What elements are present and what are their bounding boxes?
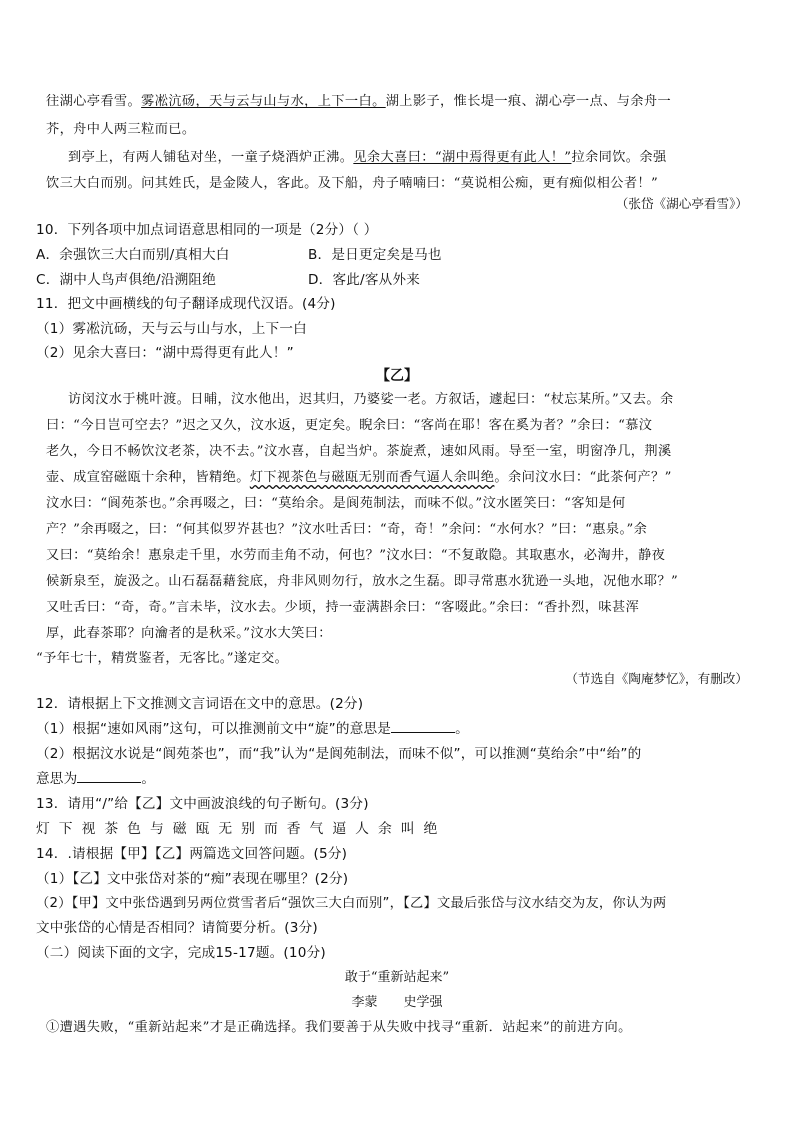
text-span: 往湖心亭看雪。 (46, 94, 142, 109)
q14-sub-2: （2）【甲】文中张岱遇到另两位赏雪者后“强饮三大白而别”，【乙】文最后张岱与汶水结交为友，你认为两 (36, 896, 667, 911)
article-title: 敢于“重新站起来” (344, 970, 450, 985)
text-span: 壶、成宣窑磁瓯十余种，皆精绝。 (46, 470, 250, 485)
jia-source: （张岱《湖心亭看雪》） (615, 196, 748, 211)
yi-line-11: “予年七十，精赏鉴者，无客比。”遂定交。 (36, 651, 289, 666)
yi-line-5: 汶水曰：“阆苑茶也。”余再啜之，曰：“莫绐余。是阆苑制法，而味不似。”汶水匿笑曰：“客知是何 (46, 496, 626, 511)
text-span: 。 (455, 721, 469, 737)
yi-line-4 (46, 466, 672, 485)
section2-stem: （二）阅读下面的文字，完成15-17题。(10分) (36, 945, 326, 961)
yi-line-9: 又吐舌曰：“奇，奇。”言未毕，汶水去。少顷，持一壶满斟余曰：“客啜此。”余曰：“香扑烈，味甚浑 (46, 600, 640, 615)
q13-sentence[interactable]: 灯下视茶色与磁瓯无别而香气逼人余叫绝 (36, 821, 447, 837)
yi-line-2: 曰：“今日岂可空去？”迟之又久，汶水返，更定矣。睨余曰：“客尚在耶！客在奚为者？”余曰：“慕汶 (46, 418, 653, 433)
answer-blank-2[interactable] (77, 770, 141, 783)
q11-stem: 11．把文中画横线的句子翻译成现代汉语。(4分) (36, 296, 336, 312)
jia-line-1 (46, 90, 671, 109)
q12-sub-1 (36, 717, 469, 737)
q10-stem: 10．下列各项中加点词语意思相同的一项是（2分）（ ） (36, 222, 378, 238)
yi-line-3: 老久，今日不畅饮汶老茶，决不去。”汶水喜，自起当炉。茶旋煮，速如风雨。导至一室，明窗净几，荆溪 (46, 444, 672, 459)
jia-line-4: 饮三大白而别。问其姓氏，是金陵人，客此。及下船，舟子喃喃曰：“莫说相公痴，更有痴似相公者！” (46, 176, 659, 191)
text-span: （1）根据“速如风雨”这句，可以推测前文中“旋”的意思是 (36, 721, 392, 737)
q10-option-b: B．是日更定矣是马也 (308, 247, 442, 263)
text-span: 到亭上，有两人铺毡对坐，一童子烧酒炉正沸。 (68, 150, 354, 165)
q10-option-a: A．余强饮三大白而别/真相大白 (36, 247, 230, 263)
q10-option-d: D．客此/客从外来 (308, 272, 421, 288)
text-span: 湖上影子，惟长堤一痕、湖心亭一点、与余舟一 (385, 94, 672, 109)
text-span: 。 (141, 771, 156, 787)
q14-sub-2-cont: 文中张岱的心情是否相同？请简要分析。(3分) (36, 920, 318, 936)
q12-stem: 12．请根据上下文推测文言词语在文中的意思。(2分) (36, 696, 364, 712)
yi-line-1: 访闵汶水于桃叶渡。日晡，汶水他出，迟其归，乃婆娑一老。方叙话，遽起曰：“杖忘某所。”又去。余 (68, 392, 674, 407)
yi-line-6: 产？”余再啜之，曰：“何其似罗岕甚也？”汶水吐舌曰：“奇，奇！”余问：“水何水？”曰：“惠泉。”余 (46, 522, 648, 537)
jia-line-3 (68, 146, 667, 165)
wavy-underlined-sentence: 灯下视茶色与磁瓯无别而香气逼人余叫绝 (249, 470, 495, 485)
q14-stem: 14．.请根据【甲】【乙】两篇选文回答问题。(5分) (36, 846, 348, 862)
q10-option-c: C．湖中人鸟声俱绝/沿溯阻绝 (36, 272, 216, 288)
answer-blank-1[interactable] (391, 720, 455, 733)
q13-stem: 13．请用“/”给【乙】文中画波浪线的句子断句。(3分) (36, 796, 369, 812)
q12-sub-2-cont (36, 767, 155, 787)
text-span: 。余问汶水曰：“此茶何产？” (494, 470, 672, 485)
article-paragraph-1: ①遭遇失败，“重新站起来”才是正确选择。我们要善于从失败中找寻“重新．站起来”的前进方向。 (46, 1020, 632, 1035)
q11-sub-2: （2）见余大喜曰：“湖中焉得更有此人！” (36, 345, 294, 361)
q11-sub-1: （1）雾凇沆砀，天与云与山与水，上下一白 (36, 321, 307, 337)
underlined-sentence-2: 见余大喜曰：“湖中焉得更有此人！” (353, 150, 572, 165)
underlined-sentence-1: 雾凇沆砀，天与云与山与水，上下一白。 (141, 94, 386, 109)
jia-line-2: 芥，舟中人两三粒而已。 (46, 122, 196, 137)
yi-line-10: 厚，此春茶耶？向瀹者的是秋采。”汶水大笑曰： (46, 626, 332, 641)
q12-sub-2: （2）根据汶水说是“阆苑茶也”，而“我”认为“是阆苑制法，而味不似”，可以推测“莫绐余”中“绐”的 (36, 746, 642, 762)
q14-sub-1: （1）【乙】文中张岱对茶的“痴”表现在哪里？(2分) (36, 871, 349, 887)
article-authors: 李蒙 史学强 (351, 995, 443, 1010)
yi-line-8: 候新泉至，旋汲之。山石磊磊藉瓮底，舟非风则勿行，放水之生磊。即寻常惠水犹逊一头地，况他水耶？” (46, 574, 679, 589)
yi-source: （节选自《陶庵梦忆》，有删改） (565, 671, 748, 686)
yi-line-7: 又曰：“莫绐余！惠泉走千里，水劳而圭角不动，何也？”汶水曰：“不复敢隐。其取惠水，必淘井，静夜 (46, 548, 666, 563)
text-span: 意思为 (36, 771, 78, 787)
text-span: 拉余同饮。余强 (571, 150, 667, 165)
yi-title: 【乙】 (376, 368, 418, 384)
